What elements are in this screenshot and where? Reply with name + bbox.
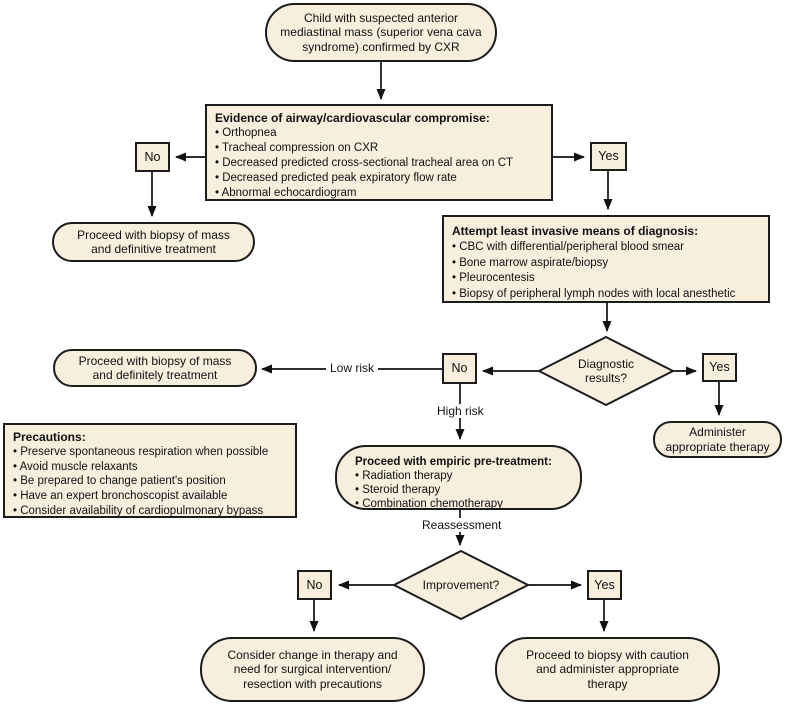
- biopsy-definitive-line: and definitive treatment: [91, 242, 216, 256]
- no-label: No: [306, 577, 323, 592]
- proceed-caution-node: [495, 637, 720, 702]
- bullet-item: • CBC with differential/peripheral blood smear: [452, 240, 685, 253]
- biopsy-definitive-node: [52, 222, 255, 262]
- no-label: No: [144, 149, 161, 164]
- bullet-item: • Decreased predicted cross-sectional tracheal area on CT: [215, 157, 514, 169]
- start-line: syndrome) confirmed by CXR: [302, 39, 460, 54]
- high-risk-label: High risk: [433, 404, 488, 418]
- bullet-item: • Tracheal compression on CXR: [215, 142, 379, 154]
- biopsy-definitive-line: Proceed with biopsy of mass: [77, 227, 230, 242]
- no-box-compromise: [135, 142, 170, 172]
- diagnostic-results-label: [539, 345, 673, 397]
- attempt-diagnosis-box: [442, 215, 770, 303]
- reassessment-label: Reassessment: [418, 518, 505, 532]
- biopsy-definitely-line: and definitely treatment: [92, 368, 218, 382]
- biopsy-definitely-node: [53, 349, 257, 387]
- low-risk-label: Low risk: [326, 361, 378, 375]
- proceed-caution-line: therapy: [587, 676, 628, 691]
- yes-label: Yes: [709, 360, 730, 374]
- empiric-pretreatment-node: [335, 445, 582, 510]
- start-line: mediastinal mass (superior vena cava: [280, 25, 482, 40]
- consider-change-node: [200, 637, 425, 702]
- precautions-box: [3, 423, 297, 518]
- biopsy-definitely-line: Proceed with biopsy of mass: [78, 353, 232, 368]
- bullet-item: • Be prepared to change patient's position: [13, 475, 226, 488]
- improvement-label: [394, 573, 528, 597]
- proceed-caution-line: Proceed to biopsy with caution: [526, 647, 689, 662]
- administer-line: Administer: [689, 425, 746, 439]
- bullet-item: • Abnormal echocardiogram: [215, 187, 357, 199]
- bullet-item: • Steroid therapy: [355, 484, 441, 496]
- no-label: No: [451, 361, 468, 375]
- start-line: Child with suspected anterior: [303, 10, 459, 25]
- no-box-improvement: [297, 570, 332, 600]
- administer-line: appropriate therapy: [665, 439, 770, 454]
- bullet-item: • Orthopnea: [215, 127, 277, 139]
- proceed-caution-line: and administer appropriate: [536, 662, 679, 677]
- yes-box-improvement: [587, 570, 622, 600]
- bullet-item: • Radiation therapy: [355, 470, 453, 482]
- bullet-item: • Biopsy of peripheral lymph nodes with local anesthetic: [452, 288, 736, 301]
- consider-change-line: resection with precautions: [243, 676, 382, 691]
- yes-box-compromise: [590, 142, 627, 171]
- evidence-compromise-box: [205, 104, 553, 201]
- improvement-text: Improvement?: [422, 578, 500, 592]
- bullet-item: • Combination chemotherapy: [355, 498, 503, 510]
- administer-therapy-node: [653, 421, 782, 458]
- yes-box-diagnostic: [702, 353, 737, 382]
- yes-label: Yes: [598, 149, 619, 163]
- precautions-title: Precautions:: [13, 430, 86, 444]
- no-box-diagnostic: [442, 353, 477, 384]
- empiric-title: Proceed with empiric pre-treatment:: [355, 456, 552, 468]
- bullet-item: • Preserve spontaneous respiration when possible: [13, 445, 269, 458]
- evidence-title: Evidence of airway/cardiovascular compromise:: [215, 111, 490, 125]
- bullet-item: • Bone marrow aspirate/biopsy: [452, 256, 609, 269]
- consider-change-line: Consider change in therapy and: [227, 647, 398, 662]
- bullet-item: • Avoid muscle relaxants: [13, 460, 138, 473]
- yes-label: Yes: [594, 577, 615, 592]
- start-node: [265, 3, 497, 62]
- consider-change-line: need for surgical intervention/: [233, 662, 392, 677]
- bullet-item: • Consider availability of cardiopulmonary bypass: [13, 504, 264, 517]
- bullet-item: • Decreased predicted peak expiratory flow rate: [215, 172, 457, 184]
- bullet-item: • Have an expert bronchoscopist available: [13, 490, 228, 503]
- diagnostic-line: results?: [584, 371, 628, 385]
- bullet-item: • Pleurocentesis: [452, 272, 535, 285]
- diagnostic-line: Diagnostic: [577, 357, 635, 371]
- attempt-title: Attempt least invasive means of diagnosis:: [452, 224, 699, 238]
